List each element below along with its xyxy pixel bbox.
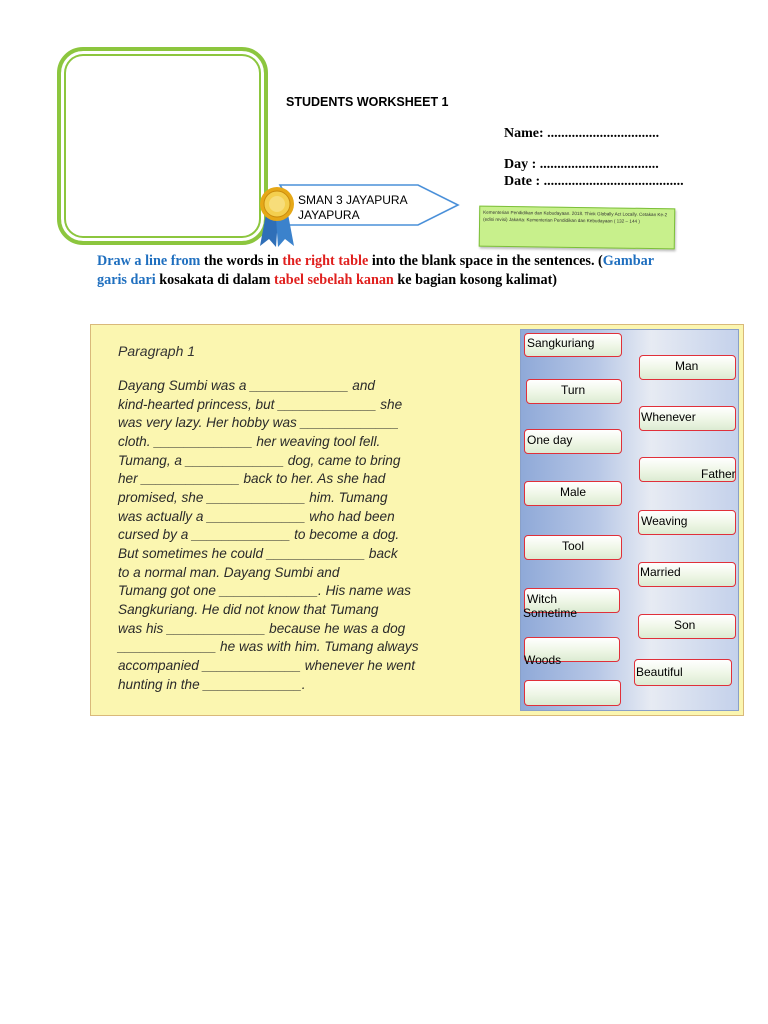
- word-sometime: Sometime: [523, 606, 578, 620]
- paragraph-line: was his _____________ because he was a dog: [118, 621, 406, 636]
- paragraph-line: promised, she _____________ him. Tumang: [118, 490, 388, 505]
- school-name: [298, 193, 408, 223]
- paragraph-line: Tumang got one _____________. His name was: [118, 583, 411, 598]
- word-son: Son: [674, 618, 696, 632]
- word-tool: Tool: [562, 539, 585, 553]
- school-name-line1: SMAN 3 JAYAPURA: [298, 193, 408, 207]
- word-box-empty[interactable]: [524, 680, 621, 706]
- paragraph-line: hunting in the _____________.: [118, 677, 306, 692]
- word-one-day: One day: [527, 433, 573, 447]
- word-sangkuriang: Sangkuriang: [527, 336, 595, 350]
- word-father: Father: [701, 467, 736, 481]
- word-witch: Witch: [527, 592, 557, 606]
- instruction-part-2: the words in: [200, 253, 283, 269]
- word-whenever: Whenever: [641, 410, 696, 424]
- word-married: Married: [640, 565, 681, 579]
- award-ribbon-icon: [256, 184, 298, 248]
- paragraph-line: Tumang, a _____________ dog, came to bring: [118, 453, 401, 468]
- paragraph-line: her _____________ back to her. As she had: [118, 471, 386, 486]
- word-woods: Woods: [524, 653, 562, 667]
- word-turn: Turn: [561, 383, 586, 397]
- paragraph-line: _____________ he was with him. Tumang always: [118, 639, 419, 654]
- word-beautiful: Beautiful: [636, 665, 683, 679]
- instruction-part-8: ke bagian kosong kalimat): [393, 272, 558, 288]
- paragraph-title: Paragraph 1: [118, 343, 196, 359]
- paragraph-line: But sometimes he could _____________ back: [118, 546, 398, 561]
- day-field[interactable]: Day : ..................................: [504, 157, 659, 172]
- instruction-text: [97, 252, 677, 290]
- paragraph-line: to a normal man. Dayang Sumbi and: [118, 565, 340, 580]
- name-field[interactable]: Name: ................................: [504, 126, 660, 141]
- paragraph-line: accompanied _____________ whenever he went: [118, 658, 416, 673]
- paragraph-line: kind-hearted princess, but _____________ she: [118, 397, 403, 412]
- paragraph-line: Sangkuriang. He did not know that Tumang: [118, 602, 379, 617]
- instruction-part-6: kosakata di dalam: [155, 272, 274, 288]
- worksheet-title: STUDENTS WORKSHEET 1: [286, 95, 449, 109]
- instruction-part-1: Draw a line from: [97, 253, 201, 269]
- paragraph-line: was very lazy. Her hobby was _____________: [118, 415, 399, 430]
- instruction-part-5: Gambar garis dari: [97, 253, 654, 288]
- paragraph-line: cloth. _____________ her weaving tool fell.: [118, 434, 381, 449]
- instruction-part-7: tabel sebelah kanan: [273, 272, 394, 288]
- date-field[interactable]: Date : ........................................: [504, 174, 684, 189]
- instruction-part-4: into the blank space in the sentences. (: [368, 253, 603, 269]
- school-name-line2: JAYAPURA: [298, 208, 360, 222]
- instruction-part-3: the right table: [282, 253, 369, 269]
- student-photo-frame: [57, 47, 268, 245]
- paragraph-line: cursed by a _____________ to become a dog.: [118, 527, 400, 542]
- word-weaving: Weaving: [641, 514, 688, 528]
- paragraph-line: was actually a _____________ who had been: [118, 509, 395, 524]
- word-man: Man: [675, 359, 699, 373]
- word-male: Male: [560, 485, 587, 499]
- paragraph-line: Dayang Sumbi was a _____________ and: [118, 378, 375, 393]
- reference-note: Kementerian Pendidikan dan Kebudayaan. 2018. Think Globally Act Locally. Cetakan Ke-2 (edisi revisi) Jakarta: Kementerian Pendidikan dan Kebudayaan ( 132 – 144 ): [479, 206, 676, 250]
